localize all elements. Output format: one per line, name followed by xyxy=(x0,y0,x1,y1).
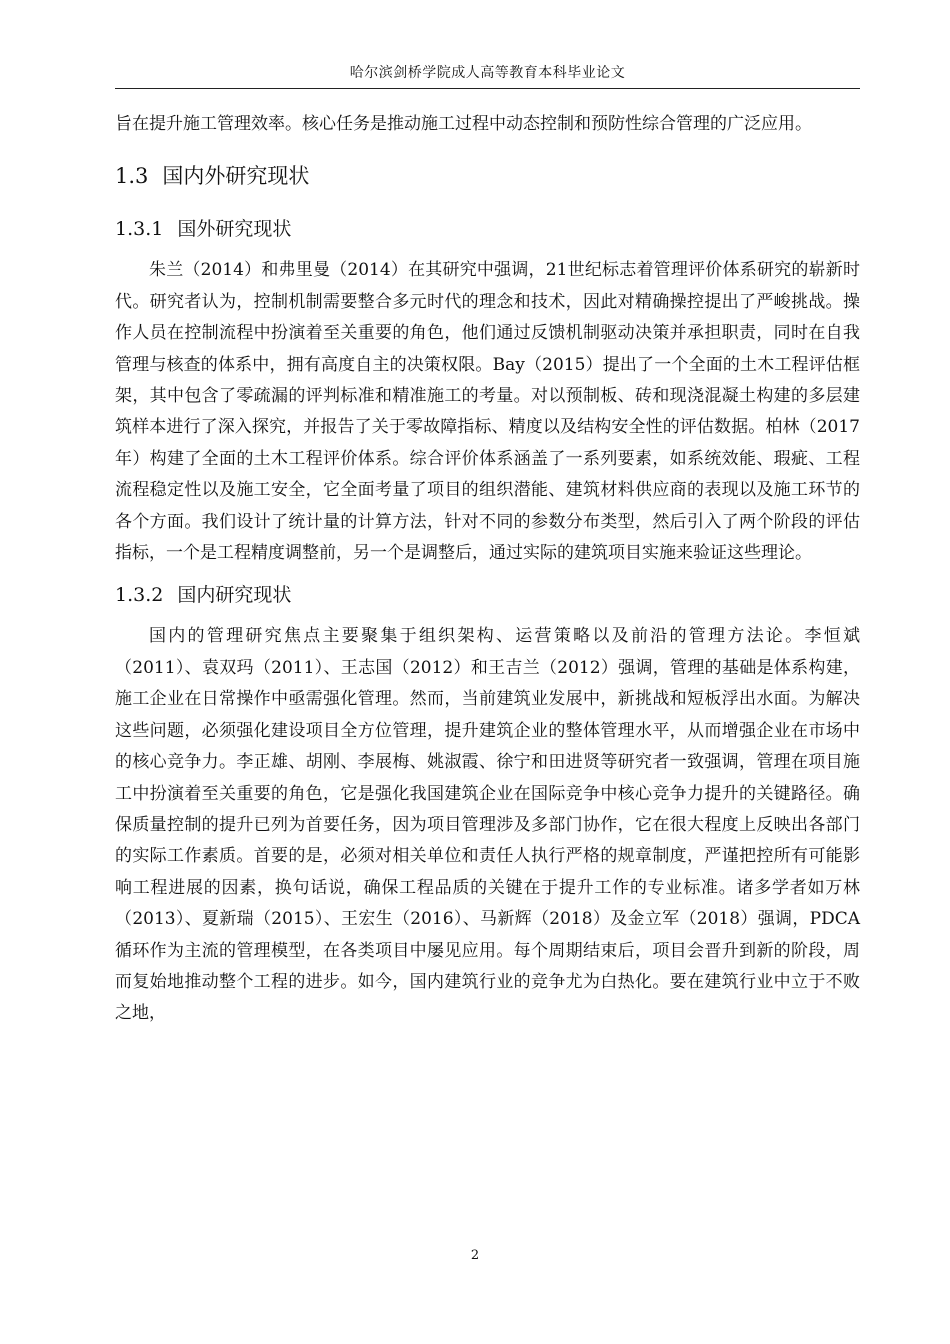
subsection-heading-foreign xyxy=(115,203,860,255)
subsection-number-domestic: 1.3.2 xyxy=(115,584,164,607)
page-body xyxy=(115,109,860,1030)
running-header: 哈尔滨剑桥学院成人高等教育本科毕业论文 xyxy=(349,65,626,81)
subsection-heading-domestic xyxy=(115,569,860,621)
page-number: 2 xyxy=(470,1248,480,1263)
subsection-title-foreign: 国外研究现状 xyxy=(177,218,292,241)
subsection-title-domestic: 国内研究现状 xyxy=(177,584,292,607)
domestic-research-paragraph: 国内的管理研究焦点主要聚集于组织架构、运营策略以及前沿的管理方法论。李恒斌（2011）、袁双玛（2011）、王志国（2012）和王吉兰（2012）强调，管理的基础是体系构建，施工企业在日常操作中亟需强化管理。然而，当前建筑业发展中，新挑战和短板浮出水面。为解决这些问题，必须强化建设项目全方位管理，提升建筑企业的整体管理水平，从而增强企业在市场中的核心竞争力。李正雄、胡刚、李展梅、姚淑霞、徐宁和田进贤等研究者一致强调，管理在项目施工中扮演着至关重要的角色，它是强化我国建筑企业在国际竞争中核心竞争力提升的关键路径。确保质量控制的提升已列为首要任务，因为项目管理涉及多部门协作，它在很大程度上反映出各部门的实际工作素质。首要的是，必须对相关单位和责任人执行严格的规章制度，严谨把控所有可能影响工程进展的因素，换句话说，确保工程品质的关键在于提升工作的专业标准。诸多学者如万林（2013）、夏新瑞（2015）、王宏生（2016）、马新辉（2018）及金立军（2018）强调，PDCA循环作为主流的管理模型，在各类项目中屡见应用。每个周期结束后，项目会晋升到新的阶段，周而复始地推动整个工程的进步。如今，国内建筑行业的竞争尤为白热化。要在建筑行业中立于不败之地， xyxy=(115,626,860,1024)
section-title: 国内外研究现状 xyxy=(162,164,310,189)
section-number: 1.3 xyxy=(115,164,149,189)
foreign-research-paragraph: 朱兰（2014）和弗里曼（2014）在其研究中强调，21世纪标志着管理评价体系研究的崭新时代。研究者认为，控制机制需要整合多元时代的理念和技术，因此对精确操控提出了严峻挑战。操作人员在控制流程中扮演着至关重要的角色，他们通过反馈机制驱动决策并承担职责，同时在自我管理与核查的体系中，拥有高度自主的决策权限。Bay（2015）提出了一个全面的土木工程评估框架，其中包含了零疏漏的评判标准和精准施工的考量。对以预制板、砖和现浇混凝土构建的多层建筑样本进行了深入探究，并报告了关于零故障指标、精度以及结构安全性的评估数据。柏林（2017年）构建了全面的土木工程评价体系。综合评价体系涵盖了一系列要素，如系统效能、瑕疵、工程流程稳定性以及施工安全，它全面考量了项目的组织潜能、建筑材料供应商的表现以及施工环节的各个方面。我们设计了统计量的计算方法，针对不同的参数分布类型，然后引入了两个阶段的评估指标，一个是工程精度调整前，另一个是调整后，通过实际的建筑项目实施来验证这些理论。 xyxy=(115,260,860,564)
header-divider xyxy=(115,88,860,89)
section-heading xyxy=(115,149,860,203)
intro-continuation-paragraph: 旨在提升施工管理效率。核心任务是推动施工过程中动态控制和预防性综合管理的广泛应用。 xyxy=(115,114,812,134)
subsection-number-foreign: 1.3.1 xyxy=(115,218,164,241)
